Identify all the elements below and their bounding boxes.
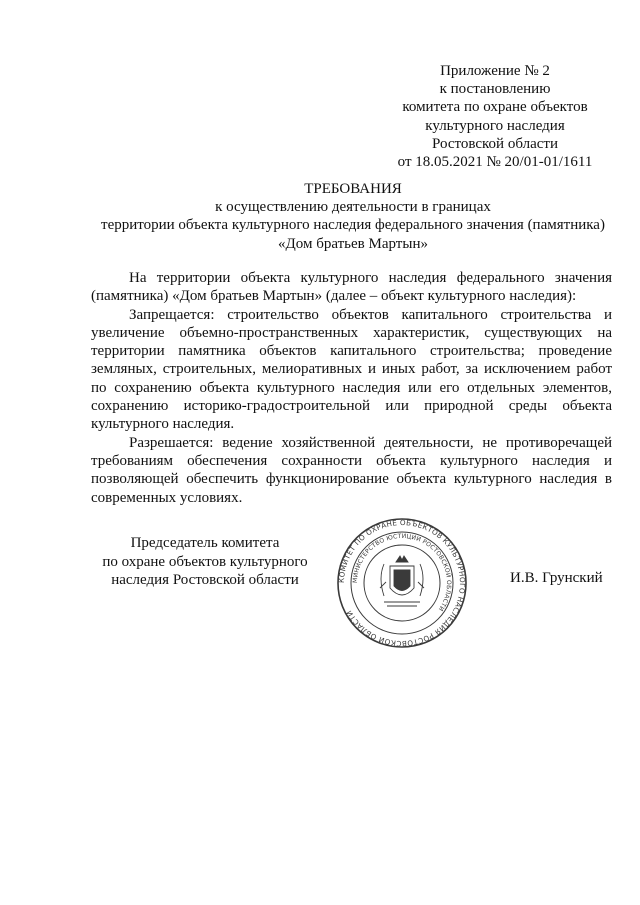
svg-text:МИНИСТЕРСТВО ЮСТИЦИИ РОСТОВСКО: МИНИСТЕРСТВО ЮСТИЦИИ РОСТОВСКОЙ ОБЛАСТИ (351, 532, 453, 613)
title-line: «Дом братьев Мартын» (278, 235, 428, 252)
title-line: к осуществлению деятельности в границах (215, 199, 491, 216)
document-title (80, 180, 626, 253)
title-line: территории объекта культурного наследия федерального значения (памятника) (101, 217, 605, 234)
title-heading: ТРЕБОВАНИЯ (304, 181, 402, 197)
signatory-position-line: наследия Ростовской области (111, 572, 299, 588)
signatory-position-line: по охране объектов культурного (102, 553, 308, 570)
appendix-line: Приложение № 2 (440, 63, 550, 79)
appendix-line: от 18.05.2021 № 20/01-01/1611 (397, 154, 593, 171)
appendix-line: комитета по охране объектов (402, 99, 588, 116)
appendix-line: культурного наследия (425, 117, 565, 134)
official-seal-icon (334, 518, 470, 648)
appendix-line: Ростовской области (432, 135, 558, 152)
signatory-position (90, 534, 320, 590)
appendix-line: к постановлению (439, 81, 551, 98)
signatory-name: И.В. Грунский (510, 570, 603, 586)
body-paragraph: Запрещается: строительство объектов капитального строительства и увеличение объемно-пространственных характеристик, существующих на территории памятника объектов капитального строительства; проведение земляных, строительных, мелиоративных и иных работ, за исключением работ по сохранению объекта культурного наследия или его отдельных элементов, сохранению историко-градостроительной или природной среды объекта культурного наследия. (91, 306, 612, 433)
svg-text:КОМИТЕТ ПО ОХРАНЕ ОБЪЕКТОВ КУЛ: КОМИТЕТ ПО ОХРАНЕ ОБЪЕКТОВ КУЛЬТУРНОГО НАСЛЕДИЯ РОСТОВСКОЙ ОБЛАСТИ (336, 518, 468, 648)
document-body (91, 269, 612, 507)
body-paragraph: Разрешается: ведение хозяйственной деятельности, не противоречащей требованиям обеспечения сохранности объекта культурного наследия и позволяющей обеспечить функционирование объекта культурного наследия в современных условиях. (91, 434, 612, 506)
signatory-position-line: Председатель комитета (130, 535, 280, 551)
body-paragraph: На территории объекта культурного наследия федерального значения (памятника) «Дом братьев Мартын» (далее – объект культурного наследия): (91, 270, 612, 305)
appendix-header (380, 62, 610, 171)
